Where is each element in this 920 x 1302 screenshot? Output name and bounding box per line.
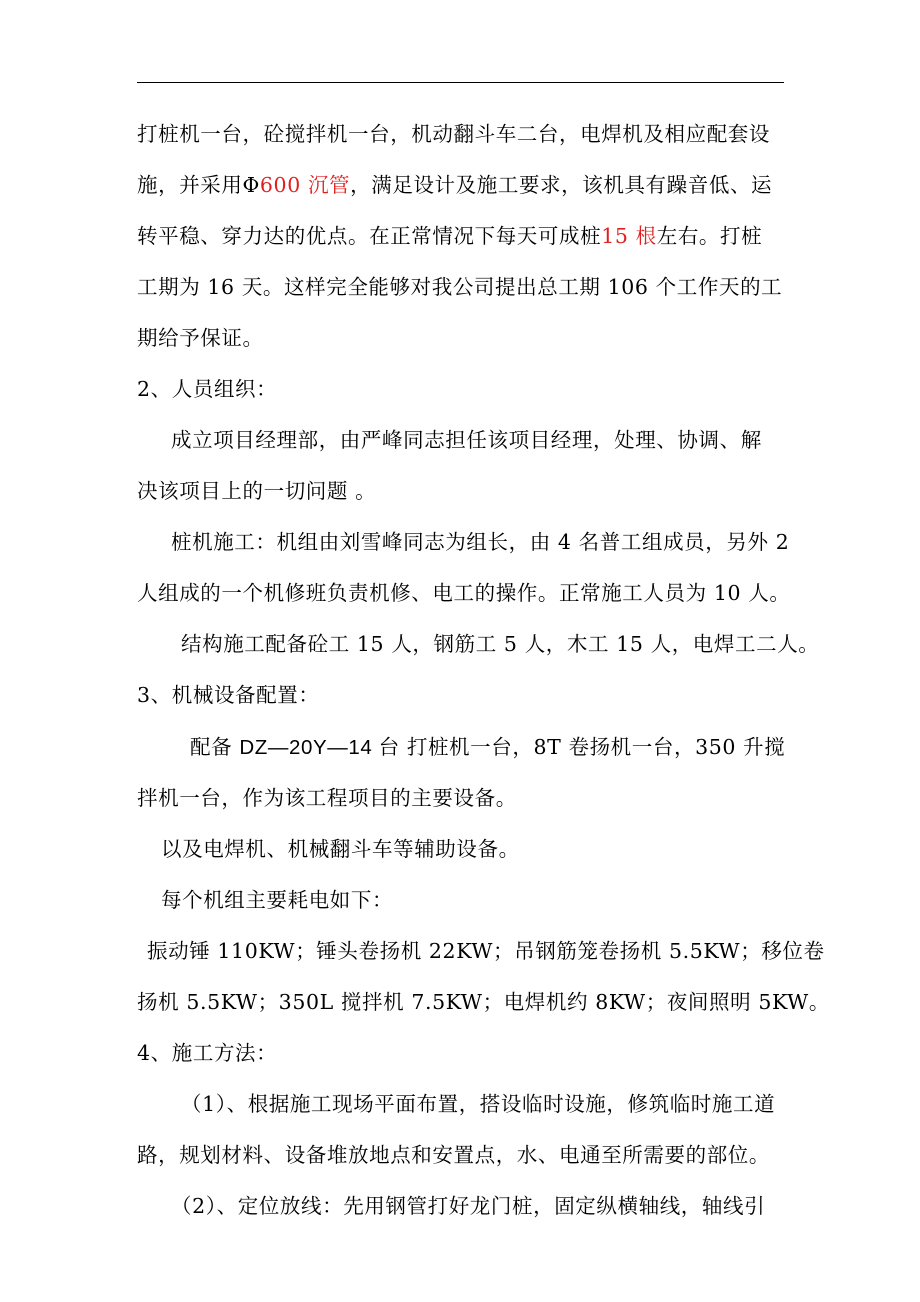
text-segment: 打桩机一台，砼搅拌机一台，机动翻斗车二台，电焊机及相应配套设 (137, 122, 770, 146)
text-segment: 桩机施工：机组由刘雪峰同志为组长，由 4 名普工组成员，另外 2 (171, 530, 790, 554)
text-line (137, 988, 830, 1016)
text-line (137, 273, 782, 301)
text-line (137, 222, 762, 250)
text-line (137, 171, 772, 199)
text-segment: ，满足设计及施工要求，该机具有躁音低、运 (350, 173, 773, 197)
text-line (161, 835, 520, 863)
text-segment: 打桩机一台，8T 卷扬机一台，350 升搅 (399, 735, 786, 759)
text-segment: 振动锤 110KW；锤头卷扬机 22KW；吊钢筋笼卷扬机 5.5KW；移位卷 (147, 939, 825, 963)
text-segment: 结构施工配备砼工 15 人，钢筋工 5 人，木工 15 人，电焊工二人。 (181, 632, 820, 656)
text-line (137, 1141, 770, 1169)
text-segment: 左右。打桩 (656, 224, 763, 248)
text-line (137, 1039, 277, 1067)
text-line (147, 937, 825, 965)
text-line (171, 426, 762, 454)
text-segment: 期给予保证。 (137, 326, 264, 350)
text-line (181, 630, 819, 658)
text-line (137, 477, 376, 505)
text-line (171, 528, 789, 556)
text-segment: 拌机一台，作为该工程项目的主要设备。 (137, 786, 517, 810)
text-line (161, 886, 393, 914)
text-line (171, 1192, 765, 1220)
text-line (137, 375, 277, 403)
text-segment: 3、机械设备配置： (137, 683, 320, 707)
text-segment: 路，规划材料、设备堆放地点和安置点，水、电通至所需要的部位。 (137, 1143, 770, 1167)
highlighted-text: 600 沉管 (259, 173, 351, 197)
text-segment: DZ—20Y—14 台 (239, 736, 400, 759)
text-segment: 每个机组主要耗电如下： (161, 888, 394, 912)
text-segment: 工期为 16 天。这样完全能够对我公司提出总工期 106 个工作天的工 (137, 275, 783, 299)
text-segment: （2）、定位放线：先用钢管打好龙门桩，固定纵横轴线，轴线引 (171, 1194, 766, 1218)
text-segment: 决该项目上的一切问题 。 (137, 479, 377, 503)
text-line (137, 120, 770, 148)
highlighted-text: 15 根 (601, 224, 657, 248)
text-line (181, 1090, 775, 1118)
text-segment: 转平稳、穿力达的优点。在正常情况下每天可成桩 (137, 224, 602, 248)
text-segment: 人组成的一个机修班负责机修、电工的操作。正常施工人员为 10 人。 (137, 581, 791, 605)
text-segment: 4、施工方法： (137, 1041, 278, 1065)
text-segment: 以及电焊机、机械翻斗车等辅助设备。 (161, 837, 520, 861)
text-segment: 成立项目经理部，由严峰同志担任该项目经理，处理、协调、解 (171, 428, 762, 452)
text-line (137, 579, 790, 607)
text-segment: 扬机 5.5KW；350L 搅拌机 7.5KW；电焊机约 8KW；夜间照明 5KW。 (137, 990, 830, 1014)
text-line (137, 324, 264, 352)
text-segment: （1）、根据施工现场平面布置，搭设临时设施，修筑临时施工道 (181, 1092, 776, 1116)
text-line (137, 784, 517, 812)
text-segment: 配备 (190, 735, 240, 759)
header-rule (137, 82, 784, 83)
text-line (190, 733, 785, 762)
text-line (137, 681, 319, 709)
text-segment: 2、人员组织： (137, 377, 278, 401)
text-segment: 施，并采用Φ (137, 173, 260, 197)
